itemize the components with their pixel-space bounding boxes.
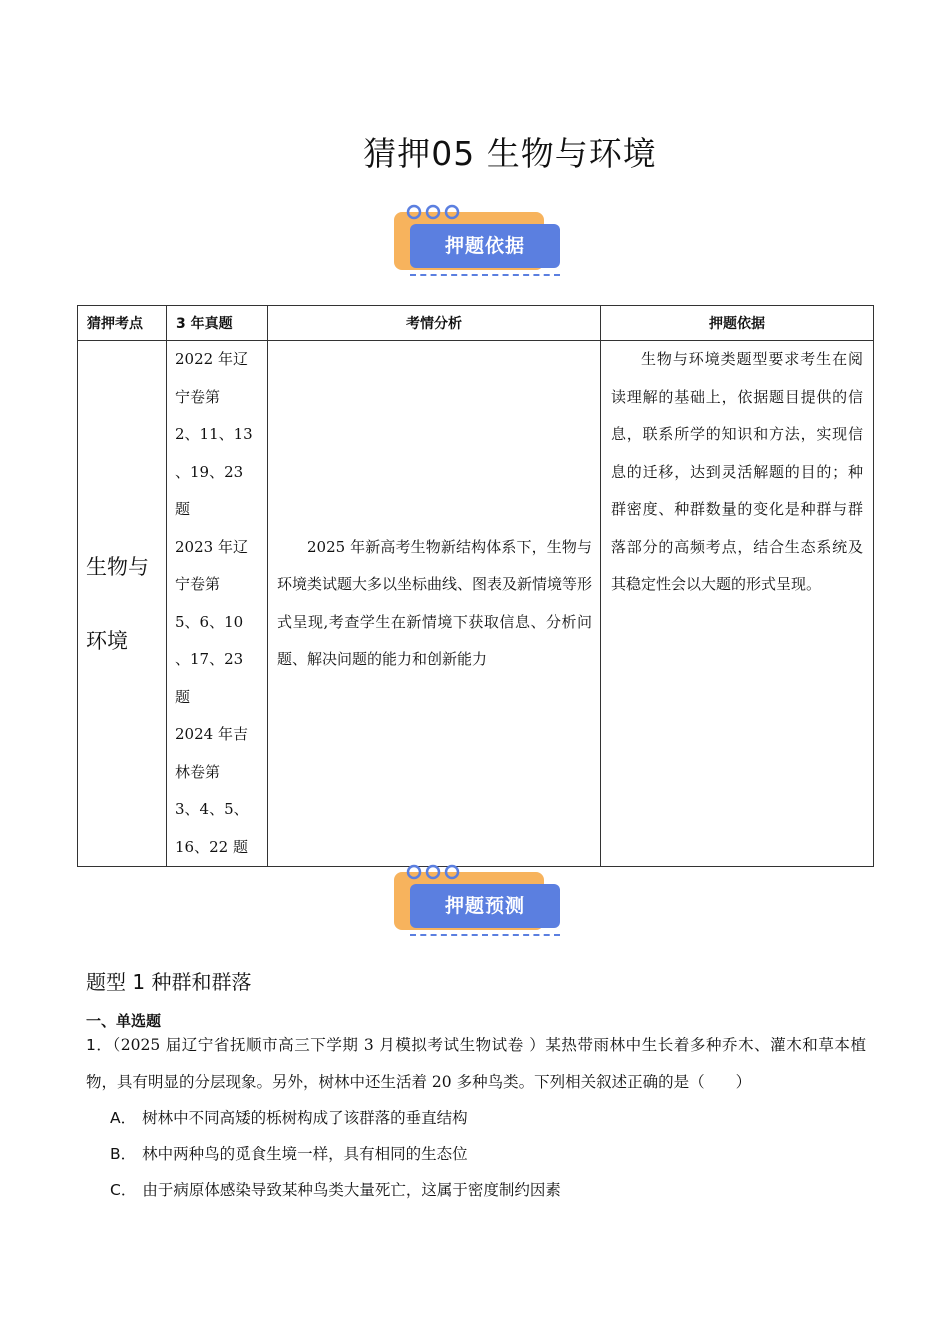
option-a [110, 1106, 468, 1128]
years-line: 林卷第 [175, 762, 221, 781]
option-c [110, 1178, 561, 1200]
section-subtitle: 一、单选题 [86, 1012, 162, 1030]
binder-rings-icon [404, 200, 464, 220]
topic-cell [78, 341, 167, 867]
banner-label: 押题依据 [410, 224, 560, 268]
years-cell [167, 341, 268, 867]
header-analysis: 考情分析 [268, 306, 601, 341]
table-row [78, 341, 874, 867]
analysis-cell [268, 341, 601, 867]
years-line: 宁卷第 [175, 387, 221, 406]
option-b [110, 1142, 468, 1164]
years-line: 、17、23 [175, 650, 244, 668]
question-text: （2025 届辽宁省抚顺市高三下学期 3 月模拟考试生物试卷 ）某热带雨林中生长着多种乔木、灌木和草本植物，具有明显的分层现象。另外，树林中还生活着 20 多种鸟类。下列相关叙述正确的是（ ） [86, 1036, 866, 1091]
topic-line: 环境 [86, 628, 128, 653]
question-stem [86, 1027, 866, 1101]
table-header-row [78, 306, 874, 341]
option-text: 树林中不同高矮的栎树构成了该群落的垂直结构 [142, 1109, 468, 1127]
years-line: 2024 年吉 [175, 725, 248, 743]
years-line: 题 [175, 500, 191, 518]
analysis-text: 2025 年新高考生物新结构体系下，生物与环境类试题大多以坐标曲线、图表及新情境等形式呈现,考查学生在新情境下获取信息、分析问题、解决问题的能力和创新能力 [277, 537, 593, 668]
basis-text: 生物与环境类题型要求考生在阅读理解的基础上，依据题目提供的信息，联系所学的知识和方法，实现信息的迁移，达到灵活解题的目的；种群密度、种群数量的变化是种群与群落部分的高频考点，结合生态系统及其稳定性会以大题的形式呈现。 [611, 350, 863, 593]
option-label: B． [110, 1145, 137, 1163]
basis-banner [392, 200, 562, 280]
question-number: 1． [86, 1036, 113, 1054]
option-text: 由于病原体感染导致某种鸟类大量死亡，这属于密度制约因素 [142, 1181, 561, 1199]
header-years: 3 年真题 [167, 306, 268, 341]
years-line: 3、4、5、 [175, 800, 249, 818]
banner-label: 押题预测 [410, 884, 560, 928]
years-line: 5、6、10 [175, 612, 244, 631]
topic-line: 生物与 [86, 554, 149, 579]
years-line: 16、22 题 [175, 837, 248, 856]
years-line: 2022 年辽 [175, 350, 248, 368]
exam-analysis-table [77, 305, 874, 867]
years-line: 题 [175, 687, 191, 706]
prediction-banner [392, 860, 562, 940]
option-text: 林中两种鸟的觅食生境一样，具有相同的生态位 [142, 1145, 468, 1163]
option-label: A． [110, 1109, 137, 1127]
basis-cell [601, 341, 874, 867]
option-label: C． [110, 1181, 137, 1199]
years-line: 2023 年辽 [175, 537, 248, 556]
header-topic: 猜押考点 [78, 306, 167, 341]
section-title: 题型 1 种群和群落 [86, 970, 252, 994]
page-title: 猜押05 生物与环境 [363, 134, 657, 173]
header-basis: 押题依据 [601, 306, 874, 341]
binder-rings-icon [404, 860, 464, 880]
years-line: 宁卷第 [175, 575, 221, 593]
years-line: 、19、23 [175, 462, 244, 481]
banner-dashed-line [410, 934, 560, 936]
banner-dashed-line [410, 274, 560, 276]
years-line: 2、11、13 [175, 425, 253, 443]
